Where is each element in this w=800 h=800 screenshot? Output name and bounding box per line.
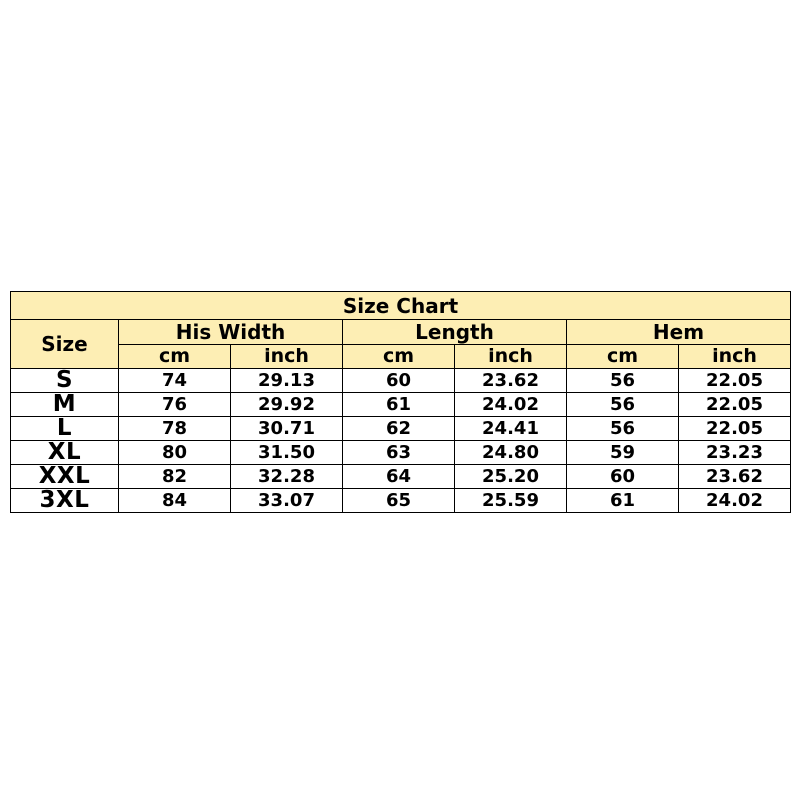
size-cell: M bbox=[11, 393, 119, 417]
table-cell: 82 bbox=[119, 465, 231, 489]
size-cell: XXL bbox=[11, 465, 119, 489]
table-cell: 23.62 bbox=[455, 369, 567, 393]
table-cell: 84 bbox=[119, 489, 231, 513]
table-cell: 33.07 bbox=[231, 489, 343, 513]
table-cell: 29.92 bbox=[231, 393, 343, 417]
table-row bbox=[11, 369, 791, 393]
table-cell: 31.50 bbox=[231, 441, 343, 465]
table-cell: 25.20 bbox=[455, 465, 567, 489]
table-cell: 23.23 bbox=[679, 441, 791, 465]
table-cell: 56 bbox=[567, 417, 679, 441]
table-cell: 25.59 bbox=[455, 489, 567, 513]
table-cell: 29.13 bbox=[231, 369, 343, 393]
table-cell: 56 bbox=[567, 393, 679, 417]
table-row bbox=[11, 393, 791, 417]
table-cell: 32.28 bbox=[231, 465, 343, 489]
table-row bbox=[11, 417, 791, 441]
table-cell: 65 bbox=[343, 489, 455, 513]
table-cell: 74 bbox=[119, 369, 231, 393]
table-cell: 60 bbox=[567, 465, 679, 489]
table-cell: 22.05 bbox=[679, 393, 791, 417]
table-cell: 22.05 bbox=[679, 369, 791, 393]
table-row bbox=[11, 465, 791, 489]
table-cell: 62 bbox=[343, 417, 455, 441]
size-column-header: Size bbox=[11, 320, 119, 369]
table-cell: 30.71 bbox=[231, 417, 343, 441]
table-cell: 61 bbox=[567, 489, 679, 513]
table-cell: 24.41 bbox=[455, 417, 567, 441]
table-cell: 64 bbox=[343, 465, 455, 489]
unit-header-length-inch: inch bbox=[455, 345, 567, 369]
unit-header-hem-cm: cm bbox=[567, 345, 679, 369]
table-cell: 59 bbox=[567, 441, 679, 465]
table-cell: 63 bbox=[343, 441, 455, 465]
size-cell: S bbox=[11, 369, 119, 393]
table-row bbox=[11, 441, 791, 465]
table-cell: 56 bbox=[567, 369, 679, 393]
unit-header-hem-inch: inch bbox=[679, 345, 791, 369]
table-cell: 76 bbox=[119, 393, 231, 417]
group-header-length: Length bbox=[343, 320, 567, 345]
table-cell: 22.05 bbox=[679, 417, 791, 441]
size-cell: L bbox=[11, 417, 119, 441]
unit-header-his-width-inch: inch bbox=[231, 345, 343, 369]
table-row bbox=[11, 489, 791, 513]
table-cell: 78 bbox=[119, 417, 231, 441]
table-cell: 61 bbox=[343, 393, 455, 417]
unit-header-length-cm: cm bbox=[343, 345, 455, 369]
table-cell: 23.62 bbox=[679, 465, 791, 489]
table-cell: 24.02 bbox=[679, 489, 791, 513]
size-cell: 3XL bbox=[11, 489, 119, 513]
unit-header-his-width-cm: cm bbox=[119, 345, 231, 369]
table-cell: 24.02 bbox=[455, 393, 567, 417]
table-cell: 24.80 bbox=[455, 441, 567, 465]
table-cell: 60 bbox=[343, 369, 455, 393]
group-header-hem: Hem bbox=[567, 320, 791, 345]
group-header-his-width: His Width bbox=[119, 320, 343, 345]
size-cell: XL bbox=[11, 441, 119, 465]
table-title: Size Chart bbox=[11, 292, 791, 320]
table-cell: 80 bbox=[119, 441, 231, 465]
size-chart-table bbox=[10, 291, 791, 513]
